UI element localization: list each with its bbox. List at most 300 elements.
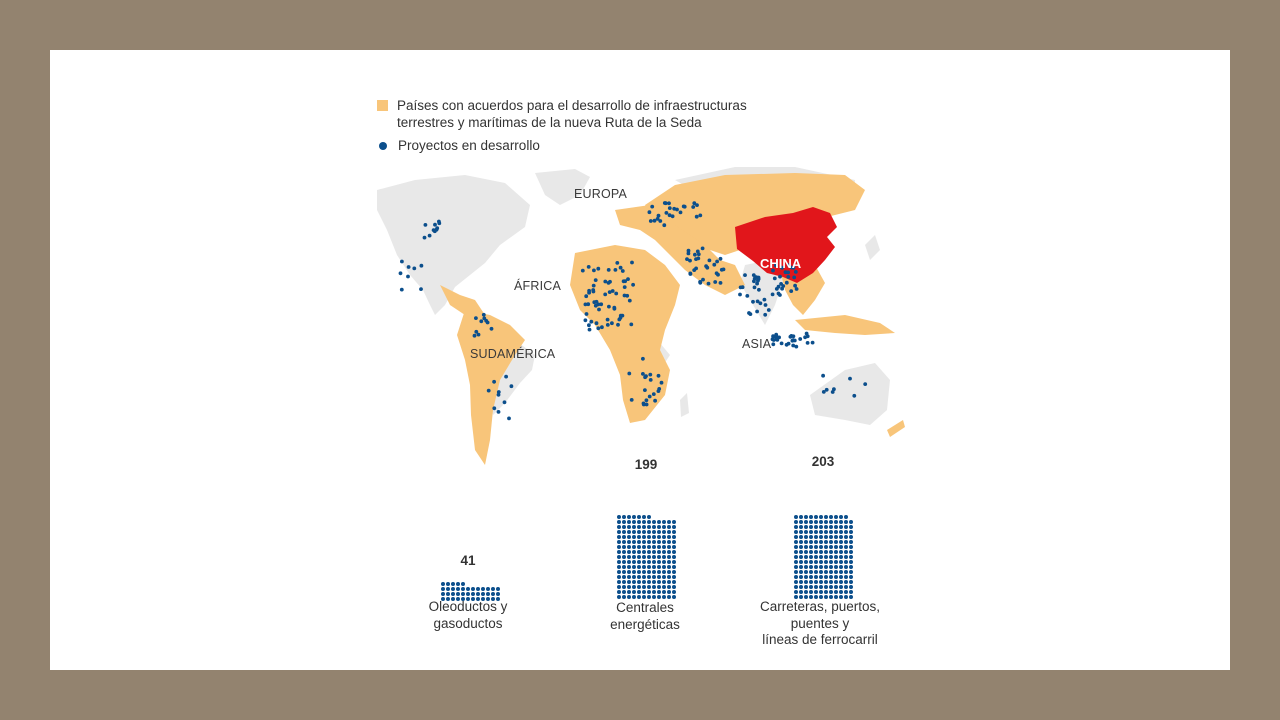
region-label-europa: EUROPA (574, 187, 628, 201)
map-project-dot (752, 273, 756, 277)
project-dot (647, 555, 651, 559)
project-dot (794, 555, 798, 559)
project-dot (456, 587, 460, 591)
project-dot (617, 595, 621, 599)
map-project-dot (667, 201, 671, 205)
project-dot (799, 590, 803, 594)
project-dot (794, 585, 798, 589)
project-dot (844, 525, 848, 529)
project-dot (627, 595, 631, 599)
project-dot (819, 530, 823, 534)
map-project-dot (771, 293, 775, 297)
project-dot (839, 515, 843, 519)
project-dot (657, 520, 661, 524)
project-dot (794, 540, 798, 544)
project-dot (809, 570, 813, 574)
map-project-dot (778, 293, 782, 297)
map-project-dot (584, 294, 588, 298)
project-dot (839, 525, 843, 529)
project-dot (637, 585, 641, 589)
project-dot (804, 590, 808, 594)
map-project-dot (621, 269, 625, 273)
project-dot (844, 545, 848, 549)
project-dot (799, 525, 803, 529)
map-project-dot (660, 381, 664, 385)
project-dot (799, 565, 803, 569)
map-project-dot (751, 300, 755, 304)
project-dot (829, 515, 833, 519)
project-dot (814, 525, 818, 529)
project-dot (647, 575, 651, 579)
project-dot (829, 560, 833, 564)
project-dot (652, 595, 656, 599)
legend-agreement-line1: Países con acuerdos para el desarrollo de infraestructuras (397, 98, 747, 113)
project-dot (804, 540, 808, 544)
project-dot (834, 590, 838, 594)
project-dot (839, 575, 843, 579)
project-dot (672, 595, 676, 599)
land-africa (570, 245, 680, 423)
project-dot (647, 550, 651, 554)
project-dot (632, 515, 636, 519)
project-dot (849, 570, 853, 574)
project-dot (652, 580, 656, 584)
project-dot (642, 545, 646, 549)
project-dot (849, 555, 853, 559)
map-project-dot (662, 223, 666, 227)
project-dot (647, 595, 651, 599)
project-dot (632, 585, 636, 589)
project-dot (637, 580, 641, 584)
map-project-dot (805, 332, 809, 336)
map-project-dot (419, 287, 423, 291)
project-dot (829, 530, 833, 534)
project-dot (672, 560, 676, 564)
project-dot (824, 590, 828, 594)
map-project-dot (641, 357, 645, 361)
project-dot (657, 580, 661, 584)
map-project-dot (492, 406, 496, 410)
map-project-dot (504, 375, 508, 379)
project-dot (804, 515, 808, 519)
map-project-dot (490, 327, 494, 331)
map-project-dot (614, 292, 618, 296)
map-project-dot (791, 344, 795, 348)
project-dot (849, 565, 853, 569)
project-dot (809, 580, 813, 584)
project-dot (471, 587, 475, 591)
map-project-dot (863, 382, 867, 386)
project-dot (632, 555, 636, 559)
map-project-dot (657, 214, 661, 218)
map-project-dot (653, 219, 657, 223)
project-dot (657, 575, 661, 579)
project-dot (667, 565, 671, 569)
project-dot (622, 530, 626, 534)
project-dot (844, 580, 848, 584)
map-project-dot (789, 335, 793, 339)
map-project-dot (767, 308, 771, 312)
project-dot (647, 570, 651, 574)
map-project-dot (594, 278, 598, 282)
project-dot (481, 592, 485, 596)
project-dot (824, 560, 828, 564)
project-dot (672, 565, 676, 569)
project-dot (829, 575, 833, 579)
region-label-china: CHINA (760, 256, 802, 271)
map-project-dot (701, 247, 705, 251)
map-project-dot (695, 215, 699, 219)
project-dot (637, 550, 641, 554)
project-dot (829, 555, 833, 559)
map-project-dot (806, 341, 810, 345)
project-dot (657, 545, 661, 549)
project-dot (814, 540, 818, 544)
project-dot (642, 535, 646, 539)
project-dot (622, 560, 626, 564)
map-project-dot (664, 201, 668, 205)
project-dot (456, 582, 460, 586)
project-dot (642, 585, 646, 589)
project-dot (652, 530, 656, 534)
map-project-dot (473, 334, 477, 338)
project-dot (637, 555, 641, 559)
project-dot (632, 525, 636, 529)
project-dot (804, 530, 808, 534)
power-dot-grid (616, 475, 678, 600)
project-dot (829, 570, 833, 574)
map-project-dot (696, 257, 700, 261)
map-project-dot (497, 390, 501, 394)
map-project-dot (759, 301, 763, 305)
project-dot (642, 515, 646, 519)
project-dot (814, 535, 818, 539)
map-project-dot (719, 281, 723, 285)
project-dot (834, 540, 838, 544)
project-dot (829, 580, 833, 584)
project-dot (652, 555, 656, 559)
project-dot (632, 560, 636, 564)
project-dot (617, 590, 621, 594)
project-dot (647, 515, 651, 519)
project-dot (486, 587, 490, 591)
project-dot (657, 585, 661, 589)
map-project-dot (643, 388, 647, 392)
project-dot (441, 582, 445, 586)
project-dot (809, 555, 813, 559)
project-dot (829, 525, 833, 529)
world-map (375, 165, 915, 470)
map-project-dot (623, 279, 627, 283)
project-dot (642, 565, 646, 569)
project-dot (814, 555, 818, 559)
project-dot (829, 545, 833, 549)
project-dot (647, 545, 651, 549)
project-dot (627, 550, 631, 554)
map-project-dot (665, 211, 669, 215)
map-project-dot (821, 374, 825, 378)
project-dot (662, 580, 666, 584)
project-dot (667, 580, 671, 584)
project-dot (652, 570, 656, 574)
project-dot (824, 530, 828, 534)
project-dot (461, 592, 465, 596)
project-dot (804, 520, 808, 524)
project-dot (849, 545, 853, 549)
map-project-dot (713, 280, 717, 284)
project-dot (839, 555, 843, 559)
land-australia (810, 363, 890, 425)
power-label: Centrales energéticas (610, 600, 680, 632)
land-new-zealand (887, 420, 905, 437)
map-project-dot (606, 318, 610, 322)
map-project-dot (657, 374, 661, 378)
project-dot (647, 535, 651, 539)
project-dot (642, 575, 646, 579)
project-dot (627, 515, 631, 519)
map-project-dot (771, 342, 775, 346)
project-dot (672, 550, 676, 554)
map-project-dot (803, 335, 807, 339)
project-dot (839, 565, 843, 569)
project-dot (829, 585, 833, 589)
map-project-dot (424, 223, 428, 227)
project-dot (849, 525, 853, 529)
map-project-dot (793, 284, 797, 288)
map-project-dot (607, 305, 611, 309)
map-project-dot (792, 276, 796, 280)
project-dot (667, 545, 671, 549)
project-dot (642, 550, 646, 554)
project-dot (652, 585, 656, 589)
map-project-dot (428, 234, 432, 238)
project-dot (622, 545, 626, 549)
map-project-dot (628, 299, 632, 303)
project-dot (839, 545, 843, 549)
project-dot (637, 590, 641, 594)
map-project-dot (763, 313, 767, 317)
project-dot (617, 530, 621, 534)
project-dot (617, 545, 621, 549)
project-dot (844, 570, 848, 574)
project-dot (657, 540, 661, 544)
map-project-dot (507, 417, 511, 421)
land-madagascar (680, 393, 689, 417)
map-project-dot (585, 312, 589, 316)
map-project-dot (619, 314, 623, 318)
project-dot (672, 570, 676, 574)
map-project-dot (492, 380, 496, 384)
project-dot (834, 575, 838, 579)
project-dot (839, 530, 843, 534)
infographic-panel (50, 50, 1230, 670)
oil-count: 41 (460, 553, 476, 568)
transport-count: 203 (811, 454, 835, 469)
project-dot (834, 545, 838, 549)
project-dot (627, 540, 631, 544)
project-dot (824, 515, 828, 519)
project-dot (814, 550, 818, 554)
project-dot (622, 520, 626, 524)
map-project-dot (497, 410, 501, 414)
project-dot (642, 590, 646, 594)
project-dot (451, 582, 455, 586)
map-project-dot (482, 313, 486, 317)
project-dot (657, 525, 661, 529)
map-project-dot (610, 321, 614, 325)
project-dot (849, 535, 853, 539)
map-project-dot (399, 271, 403, 275)
project-dot (662, 570, 666, 574)
project-dot (844, 550, 848, 554)
map-project-dot (588, 328, 592, 332)
map-project-dot (753, 277, 757, 281)
project-dot (617, 515, 621, 519)
project-dot (834, 580, 838, 584)
project-dot (809, 550, 813, 554)
project-dot (667, 525, 671, 529)
map-project-dot (652, 392, 656, 396)
project-dot (627, 555, 631, 559)
project-dot (672, 530, 676, 534)
project-dot (627, 590, 631, 594)
blue-dot-icon (379, 142, 387, 150)
map-project-dot (482, 317, 486, 321)
map-project-dot (715, 260, 719, 264)
map-project-dot (852, 394, 856, 398)
project-dot (491, 592, 495, 596)
project-dot (617, 570, 621, 574)
project-dot (667, 590, 671, 594)
project-dot (667, 595, 671, 599)
project-dot (622, 540, 626, 544)
project-dot (834, 530, 838, 534)
map-project-dot (786, 275, 790, 279)
project-dot (819, 565, 823, 569)
project-dot (814, 590, 818, 594)
project-dot (657, 560, 661, 564)
project-dot (809, 520, 813, 524)
map-project-dot (607, 268, 611, 272)
project-dot (799, 530, 803, 534)
project-dot (662, 520, 666, 524)
project-dot (632, 570, 636, 574)
project-dot (617, 555, 621, 559)
project-dot (632, 545, 636, 549)
region-label-sudamerica: SUDAMÉRICA (470, 347, 556, 361)
project-dot (844, 575, 848, 579)
project-dot (839, 520, 843, 524)
map-project-dot (778, 275, 782, 279)
project-dot (446, 587, 450, 591)
project-dot (804, 555, 808, 559)
project-dot (647, 530, 651, 534)
project-dot (849, 590, 853, 594)
map-project-dot (400, 260, 404, 264)
project-dot (824, 570, 828, 574)
project-dot (657, 535, 661, 539)
project-dot (839, 570, 843, 574)
project-dot (849, 540, 853, 544)
map-project-dot (606, 323, 610, 327)
project-dot (844, 565, 848, 569)
project-dot (637, 520, 641, 524)
project-dot (804, 565, 808, 569)
map-project-dot (587, 291, 591, 295)
project-dot (824, 555, 828, 559)
project-dot (617, 560, 621, 564)
map-project-dot (773, 277, 777, 281)
project-dot (652, 590, 656, 594)
project-dot (814, 545, 818, 549)
project-dot (814, 530, 818, 534)
map-project-dot (657, 389, 661, 393)
project-dot (819, 590, 823, 594)
map-project-dot (596, 326, 600, 330)
project-dot (794, 570, 798, 574)
map-project-dot (753, 286, 757, 290)
map-project-dot (437, 221, 441, 225)
map-project-dot (641, 372, 645, 376)
project-dot (829, 590, 833, 594)
project-dot (849, 585, 853, 589)
map-project-dot (587, 265, 591, 269)
map-project-dot (756, 279, 760, 283)
project-dot (632, 520, 636, 524)
project-dot (824, 520, 828, 524)
project-dot (622, 570, 626, 574)
map-project-dot (685, 257, 689, 261)
project-dot (632, 550, 636, 554)
project-dot (667, 530, 671, 534)
map-project-dot (675, 208, 679, 212)
map-project-dot (591, 288, 595, 292)
map-project-dot (653, 399, 657, 403)
project-dot (647, 585, 651, 589)
project-dot (647, 520, 651, 524)
project-dot (809, 560, 813, 564)
project-dot (799, 580, 803, 584)
map-project-dot (775, 337, 779, 341)
map-project-dot (822, 390, 826, 394)
project-dot (642, 540, 646, 544)
project-dot (794, 565, 798, 569)
project-dot (672, 540, 676, 544)
project-dot (627, 585, 631, 589)
project-dot (662, 530, 666, 534)
project-dot (617, 565, 621, 569)
map-project-dot (420, 264, 424, 268)
project-dot (642, 520, 646, 524)
map-project-dot (791, 339, 795, 343)
map-project-dot (755, 310, 759, 314)
map-project-dot (658, 219, 662, 223)
map-project-dot (623, 294, 627, 298)
map-project-dot (510, 384, 514, 388)
project-dot (814, 560, 818, 564)
map-project-dot (649, 378, 653, 382)
map-project-dot (608, 290, 612, 294)
project-dot (829, 550, 833, 554)
map-project-dot (435, 228, 439, 232)
project-dot (824, 535, 828, 539)
map-project-dot (757, 276, 761, 280)
project-dot (446, 592, 450, 596)
project-dot (632, 565, 636, 569)
project-dot (814, 520, 818, 524)
project-dot (622, 515, 626, 519)
project-dot (627, 525, 631, 529)
